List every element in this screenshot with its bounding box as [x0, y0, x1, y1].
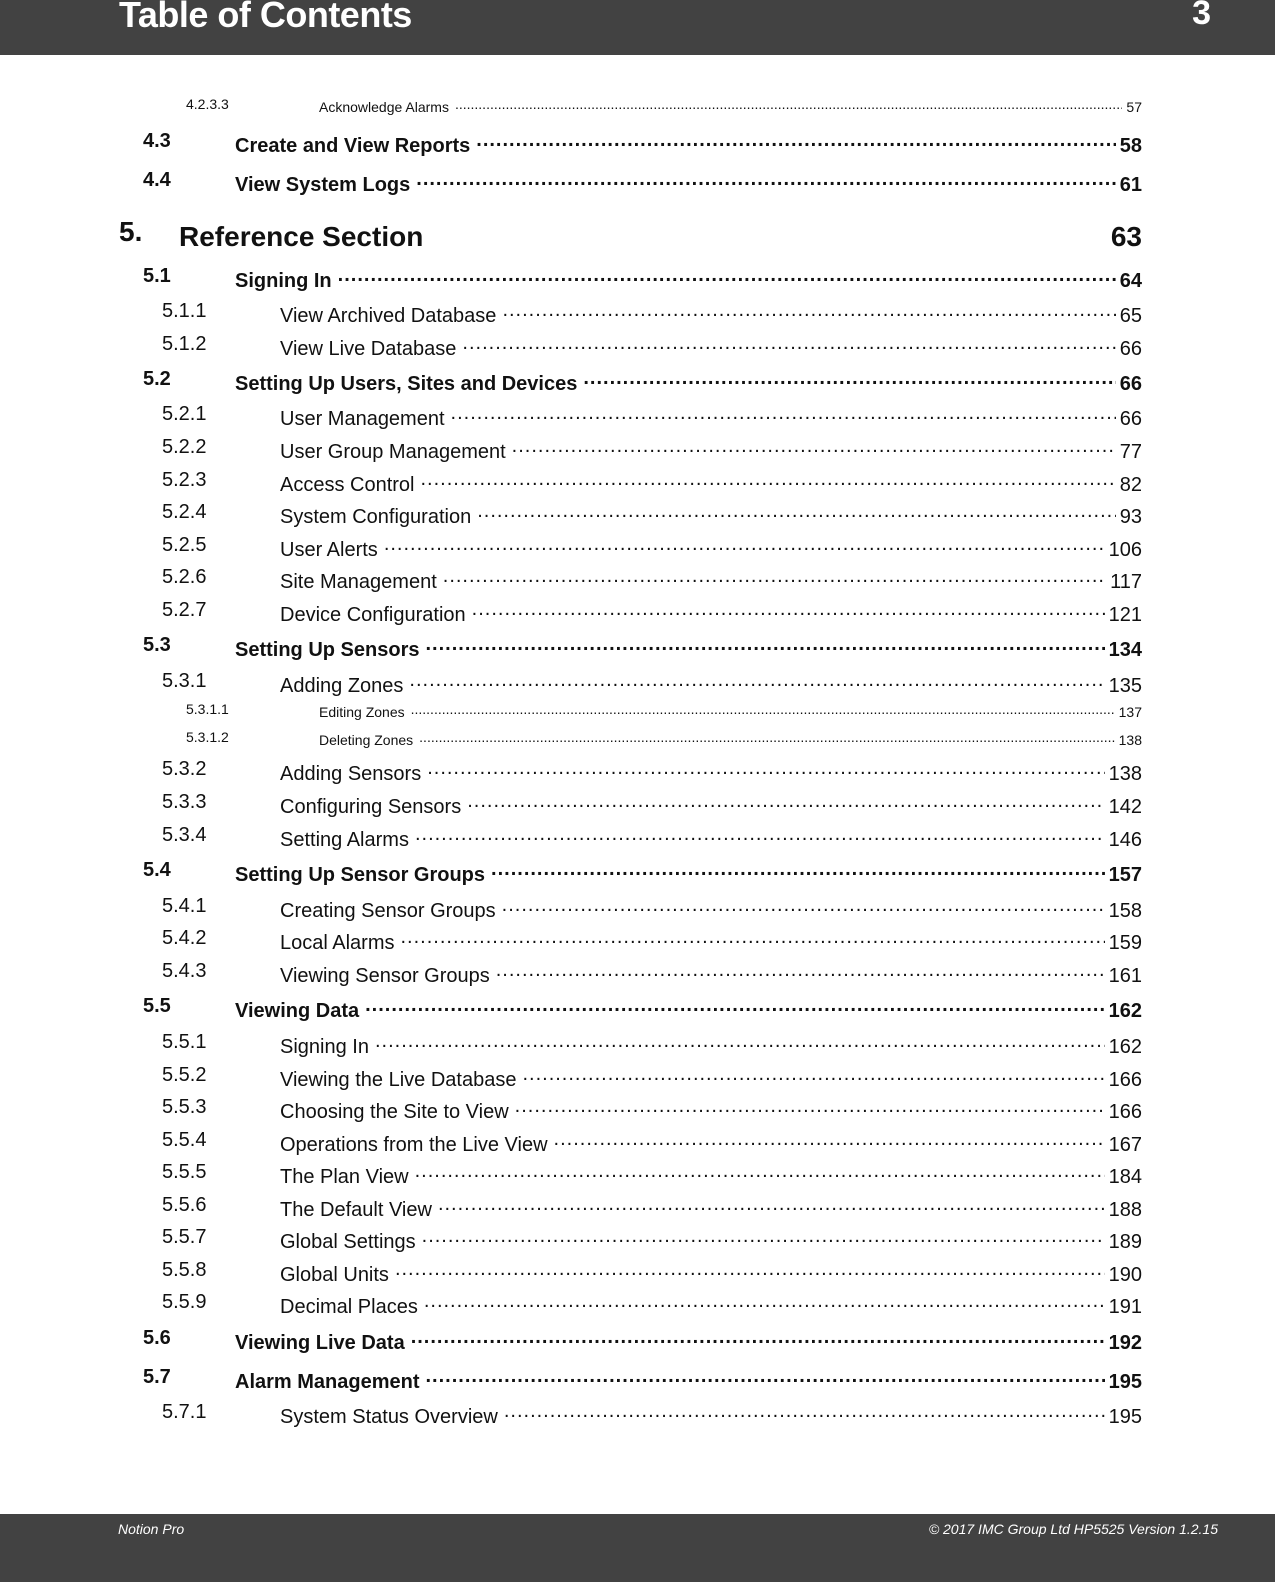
toc-entry-title: Creating Sensor Groups	[280, 899, 496, 922]
toc-entry[interactable]	[119, 216, 1142, 254]
toc-entry-page: 138	[1108, 762, 1142, 785]
toc-entry[interactable]	[162, 1129, 1142, 1157]
toc-entry-page: 66	[1119, 337, 1142, 360]
toc-entry[interactable]	[186, 96, 1142, 114]
toc-entry-number: 5.3.3	[162, 790, 207, 813]
toc-entry-page: 138	[1118, 731, 1142, 748]
toc-entry[interactable]	[143, 634, 1142, 662]
toc-entry-page: 137	[1118, 703, 1142, 720]
toc-entry-page: 195	[1108, 1370, 1142, 1393]
toc-entry[interactable]	[162, 333, 1142, 361]
toc-entry-title: Global Units	[280, 1263, 389, 1286]
toc-entry-title: Configuring Sensors	[280, 795, 462, 818]
toc-entry-page: 121	[1108, 603, 1142, 626]
toc-entry-title: View Live Database	[280, 337, 457, 360]
toc-entry-page: 158	[1108, 899, 1142, 922]
toc-entry[interactable]	[162, 300, 1142, 328]
toc-entry-number: 5.2	[143, 367, 171, 390]
dot-leader	[365, 995, 1105, 1017]
toc-entry-number: 5.2.6	[162, 565, 207, 588]
toc-entry-number: 5.5.5	[162, 1160, 207, 1183]
dot-leader	[491, 859, 1105, 881]
toc-entry-number: 5.4.2	[162, 926, 207, 949]
toc-entry[interactable]	[162, 436, 1142, 464]
toc-entry-title: Signing In	[280, 1035, 369, 1058]
toc-entry[interactable]	[162, 895, 1142, 923]
toc-entry-number: 5.2.5	[162, 533, 207, 556]
toc-entry[interactable]	[162, 599, 1142, 627]
toc-entry-page: 82	[1119, 473, 1142, 496]
toc-entry-title: Viewing Data	[235, 999, 360, 1022]
dot-leader	[583, 368, 1115, 390]
toc-entry-number: 5.2.4	[162, 500, 207, 523]
dot-leader	[504, 1401, 1105, 1423]
toc-entry-title: Reference Section	[179, 221, 424, 253]
toc-entry-number: 5.3	[143, 633, 171, 656]
toc-entry-number: 5.5.7	[162, 1225, 207, 1248]
toc-entry[interactable]	[143, 1327, 1142, 1355]
toc-entry[interactable]	[162, 534, 1142, 562]
toc-entry-number: 5.3.4	[162, 823, 207, 846]
toc-entry-page: 166	[1108, 1068, 1142, 1091]
toc-entry[interactable]	[162, 927, 1142, 955]
toc-entry-title: Access Control	[280, 473, 415, 496]
toc-entry-title: Setting Up Sensors	[235, 638, 420, 661]
dot-leader	[515, 1096, 1105, 1118]
dot-leader	[375, 1031, 1105, 1053]
dot-leader	[502, 895, 1105, 917]
toc-entry-number: 5.2.3	[162, 468, 207, 491]
toc-entry-number: 5.1	[143, 264, 171, 287]
toc-entry[interactable]	[143, 130, 1142, 158]
toc-entry-number: 5.5	[143, 994, 171, 1017]
toc-entry[interactable]	[143, 169, 1142, 197]
toc-entry-page: 117	[1110, 570, 1142, 593]
toc-entry-page: 64	[1119, 269, 1142, 292]
toc-entry-number: 5.5.8	[162, 1258, 207, 1281]
toc-entry-number: 4.4	[143, 168, 171, 191]
dot-leader	[512, 436, 1116, 458]
header-page-number: 3	[1192, 0, 1211, 32]
toc-entry[interactable]	[162, 824, 1142, 852]
toc-entry-page: 189	[1108, 1230, 1142, 1253]
toc-entry[interactable]	[162, 469, 1142, 497]
page-header	[0, 0, 1275, 55]
dot-leader	[429, 216, 1107, 247]
toc-entry[interactable]	[162, 1161, 1142, 1189]
toc-entry-number: 5.7	[143, 1365, 171, 1388]
toc-entry-title: Site Management	[280, 570, 437, 593]
toc-entry[interactable]	[162, 791, 1142, 819]
toc-entry[interactable]	[162, 1291, 1142, 1319]
toc-entry[interactable]	[162, 566, 1142, 594]
dot-leader	[416, 169, 1115, 191]
toc-entry-title: The Plan View	[280, 1165, 409, 1188]
toc-entry-title: View System Logs	[235, 173, 411, 196]
toc-entry-number: 5.7.1	[162, 1400, 207, 1423]
dot-leader	[421, 469, 1116, 491]
toc-entry-page: 191	[1108, 1295, 1142, 1318]
dot-leader	[522, 1064, 1104, 1086]
toc-entry-title: Deleting Zones	[319, 731, 414, 748]
toc-entry-page: 58	[1119, 134, 1142, 157]
toc-entry[interactable]	[186, 729, 1142, 747]
toc-entry-page: 134	[1108, 638, 1142, 661]
toc-entry[interactable]	[143, 859, 1142, 887]
toc-entry-number: 5.4.3	[162, 959, 207, 982]
toc-entry-page: 61	[1119, 173, 1142, 196]
dot-leader	[415, 1161, 1105, 1183]
toc-entry[interactable]	[162, 501, 1142, 529]
toc-entry[interactable]	[162, 1194, 1142, 1222]
dot-leader	[425, 634, 1104, 656]
dot-leader	[443, 566, 1106, 588]
toc-entry-number: 5.5.6	[162, 1193, 207, 1216]
page-footer	[0, 1514, 1275, 1582]
dot-leader	[419, 729, 1114, 744]
toc-entry-page: 106	[1108, 538, 1142, 561]
toc-entry-number: 5.	[119, 215, 143, 247]
toc-entry-number: 5.5.2	[162, 1063, 207, 1086]
toc-entry-page: 190	[1108, 1263, 1142, 1286]
toc-entry-page: 192	[1108, 1331, 1142, 1354]
toc-entry-title: Setting Up Users, Sites and Devices	[235, 372, 578, 395]
toc-entry-title: Operations from the Live View	[280, 1133, 548, 1156]
dot-leader	[427, 758, 1104, 780]
toc-entry-page: 188	[1108, 1198, 1142, 1221]
toc-entry[interactable]	[162, 1226, 1142, 1254]
dot-leader	[462, 333, 1115, 355]
dot-leader	[426, 1366, 1105, 1388]
toc-entry-title: Adding Sensors	[280, 762, 422, 785]
dot-leader	[438, 1194, 1105, 1216]
dot-leader	[384, 534, 1105, 556]
toc-entry-title: View Archived Database	[280, 304, 497, 327]
toc-entry-page: 146	[1108, 828, 1142, 851]
toc-entry[interactable]	[162, 758, 1142, 786]
toc-entry-title: User Alerts	[280, 538, 378, 561]
footer-product-name: Notion Pro	[118, 1521, 185, 1537]
toc-entry-page: 142	[1108, 795, 1142, 818]
dot-leader	[415, 824, 1105, 846]
toc-entry-title: Setting Up Sensor Groups	[235, 863, 486, 886]
dot-leader	[502, 300, 1115, 322]
toc-entry-number: 5.5.9	[162, 1290, 207, 1313]
toc-entry-number: 5.1.2	[162, 332, 207, 355]
toc-entry-title: User Management	[280, 407, 445, 430]
toc-entry-page: 77	[1119, 440, 1142, 463]
toc-entry-page: 65	[1119, 304, 1142, 327]
toc-entry-number: 4.3	[143, 129, 171, 152]
toc-entry-page: 157	[1108, 863, 1142, 886]
toc-entry-number: 5.3.1.1	[186, 701, 229, 718]
toc-entry[interactable]	[143, 995, 1142, 1023]
toc-entry[interactable]	[162, 403, 1142, 431]
toc-entry-title: Local Alarms	[280, 931, 395, 954]
toc-entry-number: 5.6	[143, 1326, 171, 1349]
dot-leader	[472, 599, 1105, 621]
toc-entry-title: Viewing the Live Database	[280, 1068, 517, 1091]
toc-entry-page: 162	[1108, 1035, 1142, 1058]
toc-entry-page: 63	[1110, 221, 1142, 253]
toc-entry-title: System Configuration	[280, 505, 472, 528]
toc-entry-title: User Group Management	[280, 440, 506, 463]
toc-entry-page: 184	[1108, 1165, 1142, 1188]
dot-leader	[395, 1259, 1105, 1281]
toc-entry-page: 66	[1119, 407, 1142, 430]
dot-leader	[455, 96, 1122, 111]
toc-entry-title: Alarm Management	[235, 1370, 420, 1393]
dot-leader	[554, 1129, 1105, 1151]
toc-entry-title: Choosing the Site to View	[280, 1100, 509, 1123]
toc-entry-title: System Status Overview	[280, 1405, 498, 1428]
toc-entry-title: Viewing Sensor Groups	[280, 964, 490, 987]
dot-leader	[496, 960, 1105, 982]
toc-entry-number: 5.4	[143, 858, 171, 881]
toc-entry[interactable]	[143, 368, 1142, 396]
dot-leader	[409, 670, 1104, 692]
toc-entry[interactable]	[162, 1064, 1142, 1092]
toc-entry-number: 5.3.2	[162, 757, 207, 780]
toc-entry-number: 5.5.4	[162, 1128, 207, 1151]
dot-leader	[451, 403, 1116, 425]
toc-entry-page: 93	[1119, 505, 1142, 528]
toc-entry-title: Viewing Live Data	[235, 1331, 405, 1354]
toc-entry-page: 167	[1108, 1133, 1142, 1156]
toc-entry-number: 5.3.1	[162, 669, 207, 692]
toc-entry-page: 66	[1119, 372, 1142, 395]
toc-entry-title: Create and View Reports	[235, 134, 471, 157]
toc-entry-number: 5.5.3	[162, 1095, 207, 1118]
toc-entry-title: Global Settings	[280, 1230, 416, 1253]
dot-leader	[477, 501, 1116, 523]
dot-leader	[401, 927, 1105, 949]
toc-entry[interactable]	[186, 701, 1142, 719]
toc-entry[interactable]	[162, 1096, 1142, 1124]
toc-entry[interactable]	[162, 1401, 1142, 1429]
toc-entry-title: The Default View	[280, 1198, 432, 1221]
toc-entry-page: 195	[1108, 1405, 1142, 1428]
toc-entry-title: Setting Alarms	[280, 828, 409, 851]
footer-copyright: © 2017 IMC Group Ltd HP5525 Version 1.2.15	[928, 1521, 1218, 1537]
toc-entry[interactable]	[162, 960, 1142, 988]
toc-entry-number: 5.2.1	[162, 402, 207, 425]
toc-entry[interactable]	[162, 670, 1142, 698]
toc-entry-page: 159	[1108, 931, 1142, 954]
toc-entry-number: 5.1.1	[162, 299, 207, 322]
toc-entry-page: 135	[1108, 674, 1142, 697]
dot-leader	[476, 130, 1115, 152]
page-title: Table of Contents	[119, 0, 412, 35]
toc-entry[interactable]	[143, 265, 1142, 293]
toc-entry[interactable]	[143, 1366, 1142, 1394]
toc-entry-number: 5.5.1	[162, 1030, 207, 1053]
dot-leader	[411, 701, 1115, 716]
dot-leader	[424, 1291, 1105, 1313]
toc-entry-page: 166	[1108, 1100, 1142, 1123]
toc-entry-page: 162	[1108, 999, 1142, 1022]
dot-leader	[411, 1327, 1105, 1349]
toc-entry-number: 5.2.7	[162, 598, 207, 621]
toc-entry-page: 161	[1108, 964, 1142, 987]
toc-entry-page: 57	[1126, 98, 1142, 115]
toc-entry-number: 5.4.1	[162, 894, 207, 917]
toc-entry-title: Editing Zones	[319, 703, 405, 720]
toc-entry-title: Adding Zones	[280, 674, 404, 697]
dot-leader	[422, 1226, 1105, 1248]
toc-entry-title: Device Configuration	[280, 603, 466, 626]
toc-entry-number: 5.3.1.2	[186, 729, 229, 746]
dot-leader	[467, 791, 1104, 813]
toc-entry-number: 4.2.3.3	[186, 96, 229, 113]
toc-entry-number: 5.2.2	[162, 435, 207, 458]
toc-entry[interactable]	[162, 1259, 1142, 1287]
toc-entry-title: Signing In	[235, 269, 332, 292]
toc-entry[interactable]	[162, 1031, 1142, 1059]
dot-leader	[338, 265, 1116, 287]
toc-entry-title: Decimal Places	[280, 1295, 418, 1318]
toc-entry-title: Acknowledge Alarms	[319, 98, 449, 115]
